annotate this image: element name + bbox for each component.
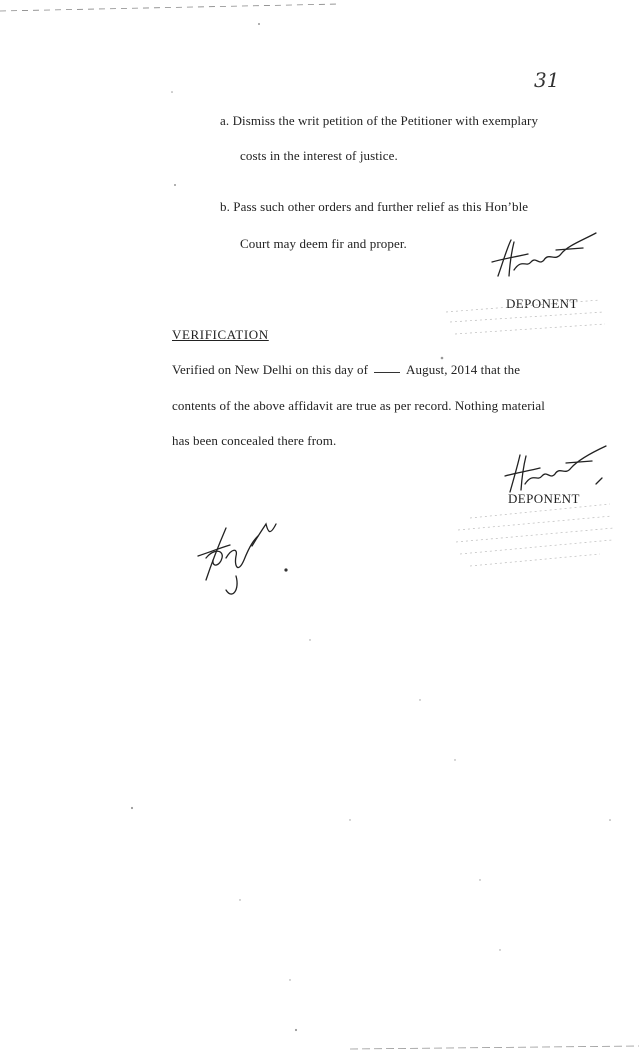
prayer-b-line1: b. Pass such other orders and further relief as this Hon’ble (220, 199, 529, 214)
prayer-a-line1: a. Dismiss the writ petition of the Petitioner with exemplary (220, 113, 539, 128)
prayer-b-line2: Court may deem fir and proper. (240, 236, 407, 251)
deponent-label-2: DEPONENT (508, 491, 580, 506)
prayer-a-line2: costs in the interest of justice. (240, 148, 398, 163)
page-number: 31 (534, 68, 560, 92)
verification-line1-end: August, 2014 that the (406, 362, 521, 377)
verification-line1-start: Verified on New Delhi on this day of (172, 362, 369, 377)
verification-line3: has been concealed there from. (172, 433, 337, 448)
deponent-label-1: DEPONENT (506, 296, 578, 311)
verification-line2: contents of the above affidavit are true as per record. Nothing material (172, 398, 545, 413)
verification-heading: VERIFICATION (172, 327, 269, 342)
